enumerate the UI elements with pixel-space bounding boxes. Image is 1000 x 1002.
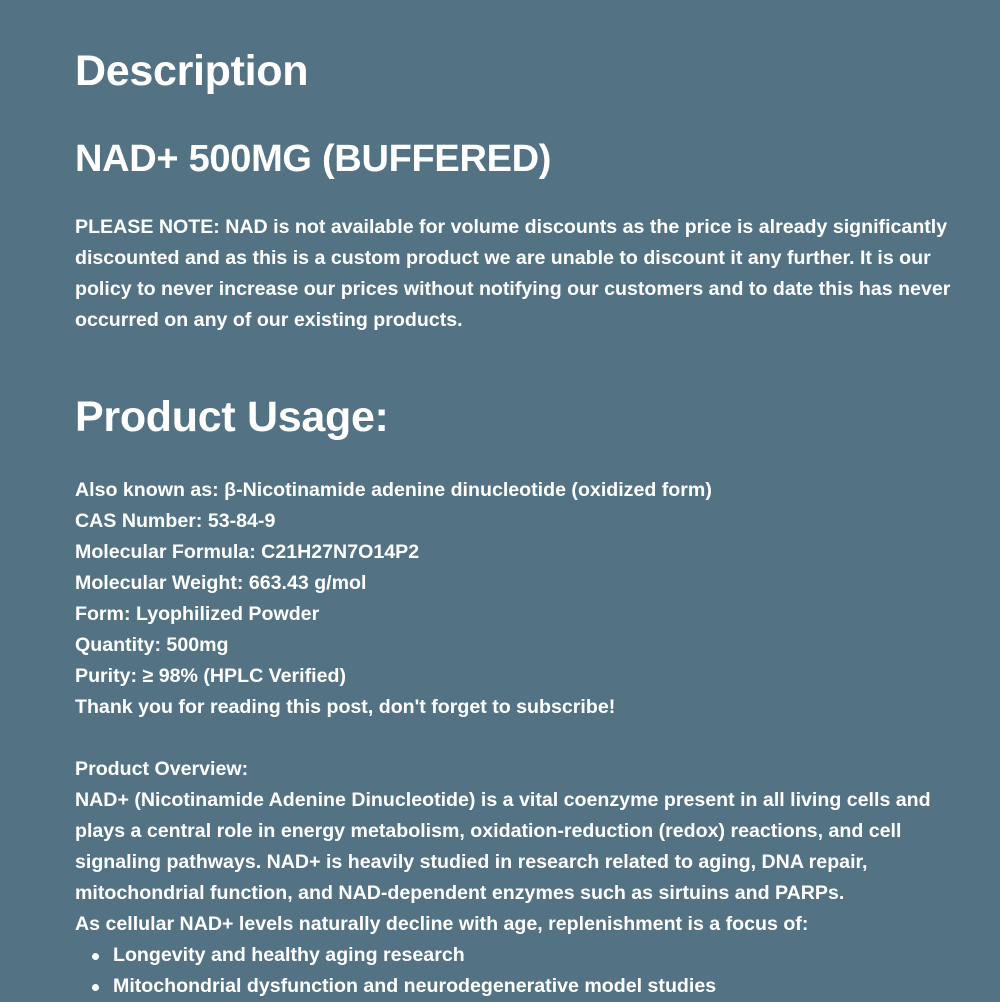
focus-intro: As cellular NAD+ levels naturally decline with age, replenishment is a focus of: xyxy=(75,913,809,935)
spec-quantity: Quantity: 500mg xyxy=(75,634,229,656)
focus-list xyxy=(75,940,975,1002)
subscribe-message: Thank you for reading this post, don't forget to subscribe! xyxy=(75,696,616,718)
spec-also-known-as: Also known as: β-Nicotinamide adenine dinucleotide (oxidized form) xyxy=(75,479,712,501)
bullet-icon xyxy=(92,953,99,960)
discount-note: PLEASE NOTE: NAD is not available for volume discounts as the price is already significantly discounted and as this is a custom product we are unable to discount it any further. It is our policy to never increase our prices without notifying our customers and to date this has never occurred on any of our existing products. xyxy=(75,216,951,331)
list-item-label: Longevity and healthy aging research xyxy=(113,944,465,966)
spec-molecular-weight: Molecular Weight: 663.43 g/mol xyxy=(75,572,367,594)
overview-heading: Product Overview: xyxy=(75,758,249,780)
list-item xyxy=(75,971,975,1002)
bullet-icon xyxy=(92,984,99,991)
spec-purity: Purity: ≥ 98% (HPLC Verified) xyxy=(75,665,346,687)
product-overview xyxy=(75,754,975,1002)
product-title: NAD+ 500MG (BUFFERED) xyxy=(75,138,552,180)
spec-molecular-formula: Molecular Formula: C21H27N7O14P2 xyxy=(75,541,420,563)
overview-body: NAD+ (Nicotinamide Adenine Dinucleotide) is a vital coenzyme present in all living cells and plays a central role in energy metabolism, oxidation-reduction (redox) reactions, and cell signaling pathways. NAD+ is heavily studied in research related to aging, DNA repair, mitochondrial function, and NAD-dependent enzymes such as sirtuins and PARPs. xyxy=(75,789,931,904)
product-usage-heading: Product Usage: xyxy=(75,393,389,441)
description-heading: Description xyxy=(75,47,309,95)
list-item xyxy=(75,940,975,971)
spec-cas-number: CAS Number: 53-84-9 xyxy=(75,510,276,532)
list-item-label: Mitochondrial dysfunction and neurodegenerative model studies xyxy=(113,975,717,997)
spec-form: Form: Lyophilized Powder xyxy=(75,603,320,625)
spec-list xyxy=(75,475,975,723)
